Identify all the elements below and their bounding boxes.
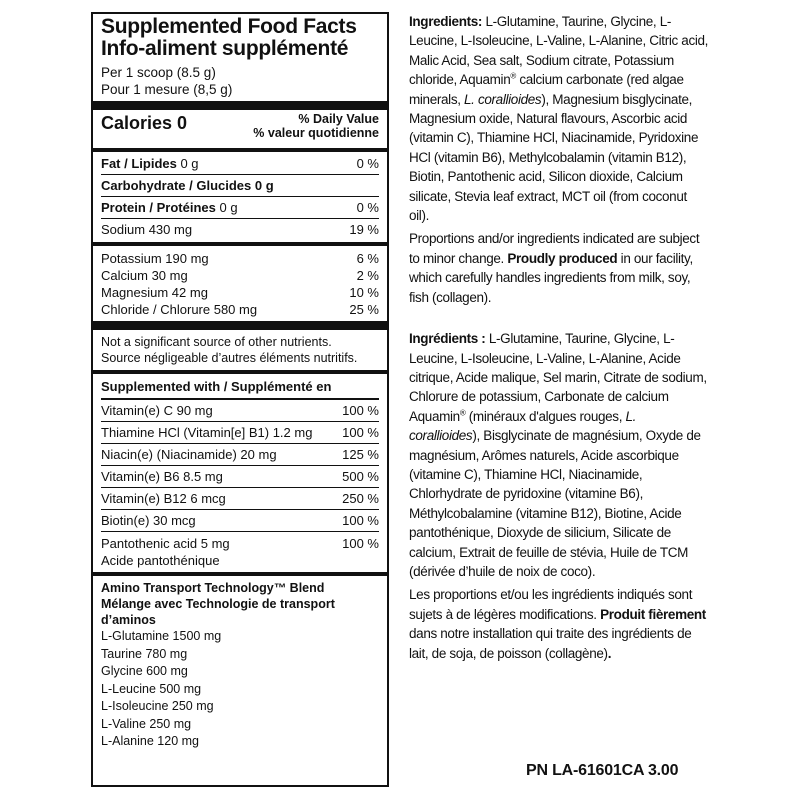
pantothenic-pct: 100 % — [342, 536, 379, 551]
serving-size-fr: Pour 1 mesure (8,5 g) — [101, 82, 233, 97]
thick-divider — [93, 101, 387, 110]
vitamin-row — [101, 488, 379, 509]
mineral-label: Chloride / Chlorure 580 mg — [101, 302, 258, 317]
blend-title-fr: Mélange avec Technologie de transport — [101, 597, 335, 611]
mineral-row — [101, 250, 379, 267]
sodium-pct: 19 % — [349, 222, 379, 237]
mineral-pct: 10 % — [349, 285, 379, 300]
vitamin-pct: 100 % — [342, 425, 379, 440]
vitamin-pct: 100 % — [342, 403, 379, 418]
vitamin-pct: 500 % — [342, 469, 379, 484]
pantothenic-row — [101, 532, 379, 572]
mineral-row — [101, 267, 379, 284]
mineral-label: Magnesium 42 mg — [101, 285, 208, 300]
vitamin-label: Vitamin(e) B12 6 mcg — [101, 491, 226, 506]
vitamin-row — [101, 400, 379, 421]
registered-mark: ® — [510, 71, 516, 81]
not-significant-en: Not a significant source of other nutrients. — [101, 335, 332, 349]
protein-label: Protein / Protéines — [101, 200, 216, 215]
vitamin-pct: 100 % — [342, 513, 379, 528]
registered-mark: ® — [459, 408, 466, 418]
thick-divider — [93, 321, 387, 330]
part-number: PN LA-61601CA 3.00 — [526, 762, 679, 779]
vitamin-label: Biotin(e) 30 mcg — [101, 513, 196, 528]
note-fr — [409, 585, 709, 663]
facts-title-fr: Info-aliment supplémenté — [101, 37, 349, 60]
vitamin-row — [101, 510, 379, 531]
ingredients-en-text: ), Magnesium bisglycinate, Magnesium oxide, Natural flavours, Ascorbic acid (vitamin C), Thiamine HCl, Niacinamide, Pyridoxine HCl (vitamin B6), Methylcobalamin (vitamin B12), Biotin, Pantothenic acid, Silicon dioxide, Calcium silicate, Stevia leaf extract, MCT oil (from coconut oil). — [409, 91, 699, 224]
fat-amount: 0 g — [176, 156, 199, 171]
fat-pct: 0 % — [356, 156, 379, 171]
blend-title-en: Amino Transport Technology™ Blend — [101, 581, 325, 595]
species-name: L. corallioides — [409, 408, 637, 444]
blend-item: Taurine 780 mg — [101, 646, 188, 661]
blend-item: L-Valine 250 mg — [101, 716, 192, 731]
mineral-label: Potassium 190 mg — [101, 251, 209, 266]
amino-blend — [101, 576, 379, 751]
mineral-label: Calcium 30 mg — [101, 268, 188, 283]
ingredients-column — [409, 12, 709, 663]
mineral-row — [101, 284, 379, 301]
vitamin-label: Thiamine HCl (Vitamin[e] B1) 1.2 mg — [101, 425, 313, 440]
ingredients-en — [409, 12, 709, 225]
fat-row — [101, 152, 379, 174]
ingredients-fr-text: ), Bisglycinate de magnésium, Oxyde de magnésium, Arômes naturels, Acide ascorbique (vitamine C), Thiamine HCl, Niacinamide, Chlorhydrate de pyridoxine (vitamine B6), Méthylcobalamine (vitamine B12), Biotine, Acide pantothénique, Dioxyde de silicium, Silicate de calcium, Extrait de feuille de stévia, Huile de TCM (dérivée d’huile de noix de coco). — [409, 428, 701, 579]
blend-item: Glycine 600 mg — [101, 664, 188, 678]
ingredients-en-label: Ingredients: — [409, 14, 483, 29]
pantothenic-label-en: Pantothenic acid 5 mg — [101, 536, 230, 551]
ingredients-en-text: calcium carbonate (red algae minerals, — [409, 72, 684, 107]
vitamin-pct: 250 % — [342, 491, 379, 506]
vitamin-row — [101, 444, 379, 465]
blend-title-fr-cont: d’aminos — [101, 613, 156, 627]
serving-size-en: Per 1 scoop (8.5 g) — [101, 65, 216, 80]
not-significant-fr: Source négligeable d’autres éléments nutritifs. — [101, 351, 358, 365]
ingredients-en-text: L-Glutamine, Taurine, Glycine, L-Leucine, L-Isoleucine, L-Valine, L-Alanine, Citric acid, Malic Acid, Sea salt, Sodium citrate, Potassium chloride, Aquamin — [409, 14, 709, 88]
note-en-text: in our facility, which carefully handles ingredients from milk, soy, fish (collagen). — [409, 250, 693, 305]
minerals-list — [101, 246, 379, 321]
mineral-pct: 6 % — [356, 251, 379, 266]
protein-pct: 0 % — [356, 200, 379, 215]
blend-item: L-Leucine 500 mg — [101, 681, 202, 696]
protein-amount: 0 g — [215, 200, 238, 215]
note-fr-text: Les proportions et/ou les ingrédients indiqués sont sujets à de légères modifications. — [409, 587, 693, 622]
mineral-pct: 25 % — [349, 302, 379, 317]
sodium-label: Sodium 430 mg — [101, 222, 193, 237]
ingredients-fr-text: L-Glutamine, Taurine, Glycine, L-Leucine, L-Isoleucine, L-Valine, L-Alanine, Acide citrique, Acide malique, Sel marin, Citrate de sodium, Chlorure de potassium, Carbonate de calcium Aquamin — [409, 331, 707, 424]
blend-item: L-Glutamine 1500 mg — [101, 629, 222, 643]
species-name: L. corallioides — [464, 91, 542, 107]
sodium-row — [101, 219, 379, 240]
supplemented-food-facts-panel — [91, 12, 389, 787]
ingredients-fr — [409, 329, 709, 581]
note-fr-end: . — [607, 645, 612, 661]
not-significant-note — [101, 330, 379, 370]
mineral-pct: 2 % — [356, 268, 379, 283]
protein-row — [101, 197, 379, 218]
fat-label: Fat / Lipides — [101, 156, 177, 171]
vitamin-label: Vitamin(e) C 90 mg — [101, 403, 213, 418]
note-en — [409, 229, 709, 307]
note-fr-text: dans notre installation qui traite des ingrédients de lait, de soja, de poisson (collagène) — [409, 626, 692, 661]
vitamin-row — [101, 422, 379, 443]
facts-title-en: Supplemented Food Facts — [101, 15, 357, 38]
calories-label: Calories 0 — [101, 113, 188, 133]
ingredients-fr-label: Ingrédients : — [409, 331, 486, 347]
note-en-bold: Proudly produced — [507, 250, 618, 266]
ingredients-fr-text: (minéraux d'algues rouges, — [465, 408, 626, 424]
blend-item: L-Alanine 120 mg — [101, 734, 199, 748]
vitamin-label: Niacin(e) (Niacinamide) 20 mg — [101, 447, 277, 462]
supplemented-header — [101, 374, 379, 398]
vitamin-row — [101, 466, 379, 487]
vitamin-pct: 125 % — [342, 447, 379, 462]
blend-item: L-Isoleucine 250 mg — [101, 699, 214, 713]
pantothenic-label-fr: Acide pantothénique — [101, 553, 220, 568]
calories-row — [101, 110, 379, 148]
supplemented-header-label: Supplemented with / Supplémenté en — [101, 379, 332, 394]
carbohydrate-row — [101, 175, 379, 196]
note-en-text: Proportions and/or ingredients indicated are subject to minor change. — [409, 231, 700, 266]
vitamin-label: Vitamin(e) B6 8.5 mg — [101, 469, 223, 484]
carbohydrate-label: Carbohydrate / Glucides 0 g — [101, 178, 274, 193]
mineral-row — [101, 301, 379, 318]
daily-value-en: % Daily Value — [298, 112, 379, 126]
daily-value-fr: % valeur quotidienne — [253, 126, 379, 140]
note-fr-bold: Produit fièrement — [600, 606, 706, 622]
daily-value-header — [253, 112, 379, 140]
